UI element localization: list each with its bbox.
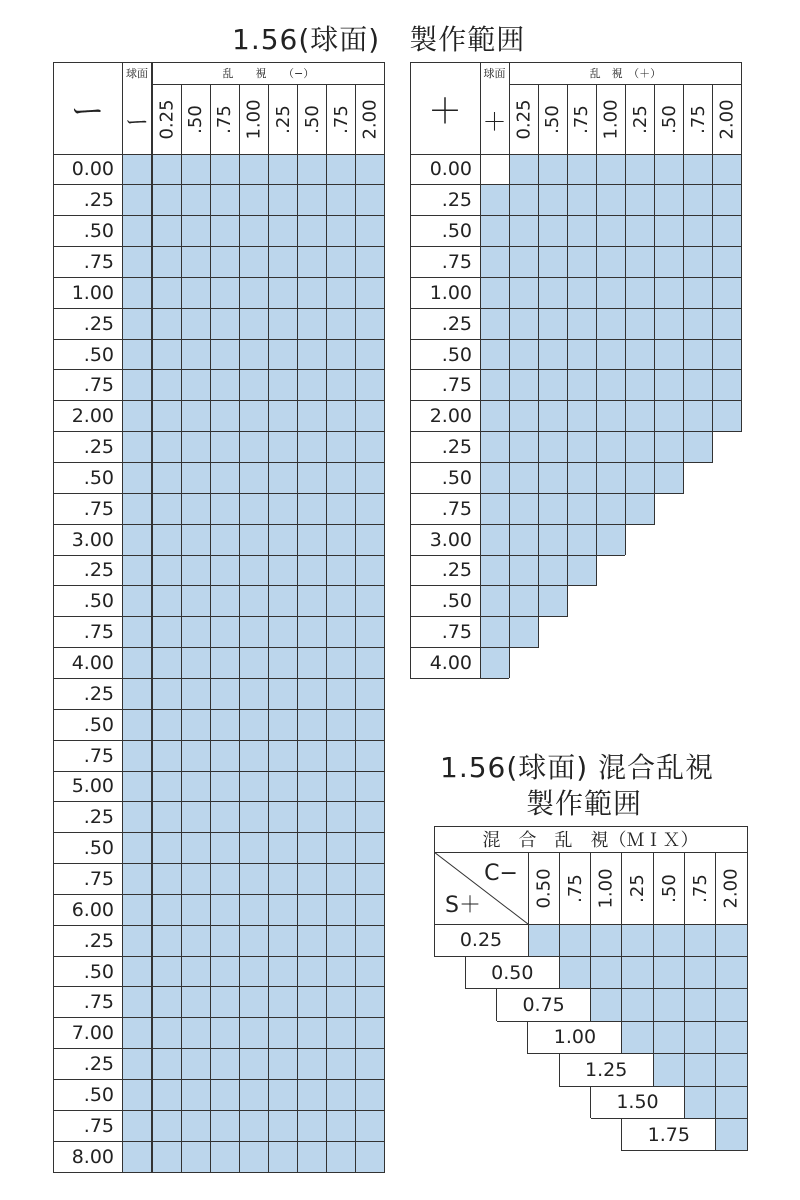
row-label: 2.00 <box>71 405 114 428</box>
cylinder-column-label <box>625 84 654 154</box>
fill-area <box>509 617 538 648</box>
row-label: .75 <box>441 374 472 397</box>
table-sign: ＋ <box>428 91 462 132</box>
grid-line <box>268 84 269 1172</box>
cylinder-value: 1.00 <box>600 98 622 140</box>
row-label: .75 <box>83 621 114 644</box>
grid-line <box>53 62 54 1172</box>
cylinder-value: .75 <box>214 104 236 134</box>
cylinder-value: .75 <box>689 873 711 903</box>
row-label: 0.25 <box>459 929 503 952</box>
cylinder-value: .75 <box>564 873 586 903</box>
cylinder-column-label <box>622 852 653 924</box>
row-label: 0.00 <box>71 158 114 181</box>
sphere-header: 球面 <box>483 67 506 80</box>
cylinder-column-label <box>268 84 297 154</box>
cylinder-column-label <box>210 84 239 154</box>
cylinder-column-label <box>239 84 268 154</box>
row-label: 8.00 <box>71 1145 114 1168</box>
sphere-sign: ー <box>125 107 149 136</box>
sphere-header: 球面 <box>126 67 148 80</box>
row-label: .25 <box>441 189 472 212</box>
grid-line <box>625 84 626 555</box>
row-label: .25 <box>441 312 472 335</box>
row-label: 1.00 <box>71 281 114 304</box>
row-label: .50 <box>441 590 472 613</box>
cylinder-column-label <box>356 84 385 154</box>
fill-area <box>653 1054 747 1086</box>
cylinder-value: 2.00 <box>716 98 738 140</box>
row-label: .25 <box>83 189 114 212</box>
fill-area <box>528 924 747 956</box>
cylinder-value: .25 <box>272 104 294 134</box>
cylinder-column-label <box>567 84 596 154</box>
cylinder-header: 乱 視 （−） <box>222 67 315 80</box>
row-label: .50 <box>83 960 114 983</box>
grid-line <box>384 62 385 1172</box>
row-label: .50 <box>441 466 472 489</box>
cylinder-column-label <box>559 852 590 924</box>
cylinder-column-label <box>528 852 559 924</box>
row-label: .75 <box>441 497 472 520</box>
row-label: .50 <box>83 466 114 489</box>
row-label: .50 <box>83 220 114 243</box>
cylinder-value: 1.00 <box>595 867 617 909</box>
cylinder-value: 2.00 <box>359 98 381 140</box>
cylinder-column-label <box>716 852 747 924</box>
row-label: .75 <box>83 374 114 397</box>
grid-line <box>538 84 539 648</box>
fill-area <box>122 154 385 1172</box>
row-label: .50 <box>83 590 114 613</box>
row-label: .25 <box>83 312 114 335</box>
cylinder-column-label <box>713 84 742 154</box>
row-label: .50 <box>83 1083 114 1106</box>
row-label: .25 <box>83 1053 114 1076</box>
row-label: 1.50 <box>616 1091 659 1114</box>
sphere-plus-label: S＋ <box>445 892 481 918</box>
row-label: .75 <box>83 250 114 273</box>
row-label: .50 <box>83 837 114 860</box>
cylinder-minus-label: C− <box>484 860 518 886</box>
grid-line <box>480 62 481 678</box>
cylinder-column-label <box>298 84 327 154</box>
row-label: .25 <box>83 559 114 582</box>
grid-line <box>326 84 327 1172</box>
row-label: .50 <box>83 713 114 736</box>
row-label: .25 <box>83 806 114 829</box>
cylinder-column-label <box>685 852 716 924</box>
cylinder-value: 0.25 <box>156 98 178 140</box>
row-label: .75 <box>83 497 114 520</box>
grid-line <box>239 84 240 1172</box>
cylinder-column-label <box>509 84 538 154</box>
row-label: 1.75 <box>647 1123 690 1146</box>
row-label: 4.00 <box>71 652 114 675</box>
row-label: .75 <box>83 991 114 1014</box>
cylinder-column-label <box>591 852 622 924</box>
row-label: 4.00 <box>429 652 472 675</box>
row-label: 5.00 <box>71 775 114 798</box>
fill-area <box>716 1118 747 1150</box>
row-label: .75 <box>441 621 472 644</box>
cylinder-value: 0.50 <box>533 867 555 909</box>
cylinder-value: .50 <box>301 104 323 134</box>
row-label: 1.25 <box>585 1058 628 1081</box>
row-label: .25 <box>83 682 114 705</box>
row-label: .25 <box>83 929 114 952</box>
fill-area <box>509 493 655 524</box>
grid-line <box>122 62 123 1172</box>
cylinder-value: 0.25 <box>513 98 535 140</box>
row-label: 3.00 <box>429 528 472 551</box>
grid-line <box>596 84 597 586</box>
cylinder-column-label <box>653 852 684 924</box>
row-label: 7.00 <box>71 1022 114 1045</box>
table-sign: ー <box>70 91 105 132</box>
cylinder-column-label <box>538 84 567 154</box>
cylinder-value: .75 <box>571 104 593 134</box>
fill-area <box>509 555 596 586</box>
row-label: 0.00 <box>429 158 472 181</box>
cylinder-column-label <box>596 84 625 154</box>
main-title: 1.56(球面) 製作範囲 <box>232 23 526 56</box>
cylinder-value: .25 <box>629 104 651 134</box>
row-label: .50 <box>441 343 472 366</box>
mix-title: 1.56(球面) 混合乱視 <box>440 751 715 784</box>
cylinder-column-label <box>655 84 684 154</box>
grid-line <box>567 84 568 617</box>
cylinder-column-label <box>181 84 210 154</box>
row-label: .25 <box>441 559 472 582</box>
cylinder-value: .50 <box>658 104 680 134</box>
grid-line <box>509 62 510 678</box>
fill-area <box>591 989 748 1021</box>
grid-line <box>151 62 153 1172</box>
row-label: .50 <box>83 343 114 366</box>
grid-line <box>181 84 182 1172</box>
row-label: 2.00 <box>429 405 472 428</box>
grid-line <box>355 84 356 1172</box>
cylinder-value: 1.00 <box>243 98 265 140</box>
row-label: 1.00 <box>429 281 472 304</box>
cylinder-column-label <box>152 84 181 154</box>
row-label: .25 <box>83 436 114 459</box>
cylinder-value: .75 <box>330 104 352 134</box>
row-label: .75 <box>83 1114 114 1137</box>
row-label: .50 <box>441 220 472 243</box>
cylinder-value: .75 <box>687 104 709 134</box>
row-label: .25 <box>441 436 472 459</box>
cylinder-column-label <box>327 84 356 154</box>
cylinder-column-label <box>684 84 713 154</box>
grid-line <box>410 62 411 678</box>
cylinder-value: .25 <box>627 873 649 903</box>
row-label: .75 <box>83 744 114 767</box>
row-label: 1.00 <box>553 1026 597 1049</box>
mix-subtitle: 製作範囲 <box>526 787 643 820</box>
cylinder-value: 2.00 <box>720 867 742 909</box>
grid-line <box>210 84 211 1172</box>
row-label: 0.50 <box>491 961 534 984</box>
row-label: 0.75 <box>522 993 565 1016</box>
sphere-sign: ＋ <box>482 107 507 136</box>
mix-header: 混 合 乱 視（ＭＩＸ） <box>482 830 699 851</box>
cylinder-value: .50 <box>185 104 207 134</box>
cylinder-header: 乱 視 （＋） <box>589 67 662 80</box>
cylinder-value: .50 <box>658 873 680 903</box>
row-label: .75 <box>441 250 472 273</box>
row-label: 6.00 <box>71 898 114 921</box>
row-label: 3.00 <box>71 528 114 551</box>
row-label: .75 <box>83 867 114 890</box>
cylinder-value: .50 <box>542 104 564 134</box>
grid-line <box>297 84 298 1172</box>
